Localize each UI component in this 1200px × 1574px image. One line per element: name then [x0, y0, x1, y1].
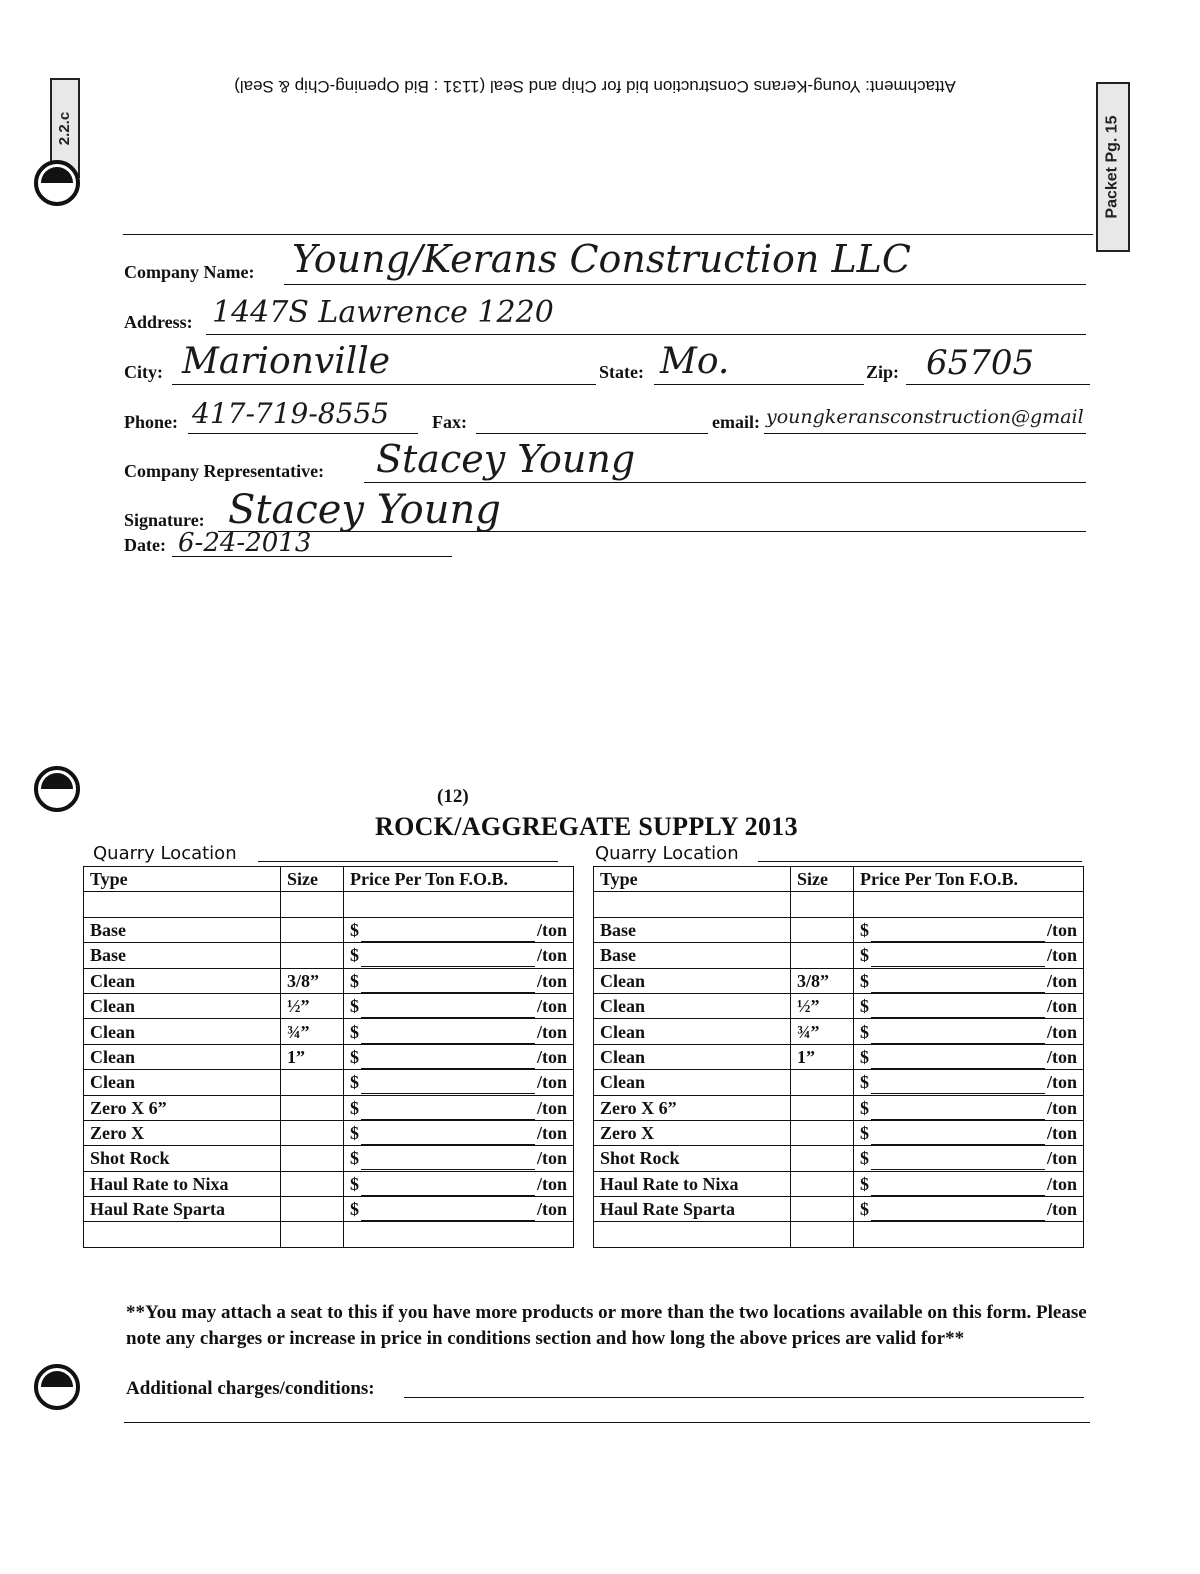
size-cell-left: [281, 1095, 344, 1120]
size-cell-left: [281, 1171, 344, 1196]
price-cell-left[interactable]: [344, 943, 574, 968]
price-entry-line[interactable]: [361, 1079, 535, 1094]
punch-hole-top: [34, 160, 80, 206]
blank-cell[interactable]: [791, 892, 854, 917]
table-blank-row: [84, 892, 1084, 917]
per-ton-unit: /ton: [1046, 1123, 1077, 1144]
table-row: [84, 993, 1084, 1018]
size-cell-right: 3/8”: [791, 968, 854, 993]
blank-cell[interactable]: [281, 1222, 344, 1247]
dollar-sign: $: [350, 1199, 359, 1220]
type-cell-left: Zero X: [84, 1120, 281, 1145]
quarry-location-left-label: Quarry Location: [93, 843, 237, 864]
price-cell-left[interactable]: [344, 1197, 574, 1222]
price-cell-right[interactable]: [854, 968, 1084, 993]
blank-cell[interactable]: [854, 892, 1084, 917]
size-cell-right: [791, 1070, 854, 1095]
dollar-sign: $: [860, 1072, 869, 1093]
date-value[interactable]: 6-24-2013: [178, 528, 312, 558]
email-label: email:: [712, 412, 760, 432]
table-divider: [574, 1019, 594, 1044]
table-row: [84, 1197, 1084, 1222]
price-cell-left[interactable]: [344, 1171, 574, 1196]
per-ton-unit: /ton: [536, 1021, 567, 1042]
agenda-item-number: 2.2.c: [56, 111, 74, 145]
blank-cell[interactable]: [854, 1222, 1084, 1247]
price-cell-left[interactable]: [344, 1044, 574, 1069]
size-cell-right: ¾”: [791, 1019, 854, 1044]
price-entry-line[interactable]: [871, 927, 1045, 942]
table-row: [84, 1095, 1084, 1120]
blank-cell[interactable]: [344, 892, 574, 917]
price-entry-line[interactable]: [361, 1181, 535, 1196]
size-cell-left: [281, 1120, 344, 1145]
price-entry-line[interactable]: [871, 978, 1045, 993]
size-cell-right: ½”: [791, 993, 854, 1018]
city-value[interactable]: Marionville: [182, 341, 391, 382]
phone-line: [188, 433, 418, 434]
dollar-sign: $: [350, 945, 359, 966]
table-row: [84, 1146, 1084, 1171]
dollar-sign: $: [350, 996, 359, 1017]
per-ton-unit: /ton: [536, 945, 567, 966]
blank-cell[interactable]: [791, 1222, 854, 1247]
price-entry-line[interactable]: [871, 1155, 1045, 1170]
type-cell-left: Clean: [84, 1070, 281, 1095]
phone-value[interactable]: 417-719-8555: [192, 397, 390, 430]
size-cell-left: 3/8”: [281, 968, 344, 993]
type-cell-left: Clean: [84, 1044, 281, 1069]
table-row: [84, 1019, 1084, 1044]
per-ton-unit: /ton: [1046, 1021, 1077, 1042]
type-cell-left: Zero X 6”: [84, 1095, 281, 1120]
dollar-sign: $: [860, 1199, 869, 1220]
per-ton-unit: /ton: [1046, 970, 1077, 991]
signature-value[interactable]: Stacey Young: [228, 487, 501, 533]
zip-line: [906, 384, 1090, 385]
dollar-sign: $: [860, 970, 869, 991]
per-ton-unit: /ton: [1046, 919, 1077, 940]
type-cell-left: Clean: [84, 968, 281, 993]
size-cell-left: ¾”: [281, 1019, 344, 1044]
price-entry-line[interactable]: [871, 1029, 1045, 1044]
header-price-right: Price Per Ton F.O.B.: [854, 867, 1084, 892]
size-cell-right: [791, 943, 854, 968]
per-ton-unit: /ton: [1046, 1097, 1077, 1118]
price-cell-left[interactable]: [344, 1019, 574, 1044]
table-divider: [574, 1120, 594, 1145]
price-entry-line[interactable]: [361, 1155, 535, 1170]
table-divider: [574, 1222, 594, 1247]
type-cell-right: Clean: [594, 968, 791, 993]
dollar-sign: $: [350, 1021, 359, 1042]
size-cell-left: [281, 943, 344, 968]
size-cell-right: 1”: [791, 1044, 854, 1069]
state-value[interactable]: Mo.: [660, 341, 730, 382]
table-divider: [574, 1197, 594, 1222]
signature-label: Signature:: [124, 510, 205, 530]
price-entry-line[interactable]: [361, 1206, 535, 1221]
type-cell-left: Clean: [84, 1019, 281, 1044]
dollar-sign: $: [860, 1148, 869, 1169]
per-ton-unit: /ton: [1046, 945, 1077, 966]
per-ton-unit: /ton: [1046, 1173, 1077, 1194]
table-blank-row-end: [84, 1222, 1084, 1247]
type-cell-left: Base: [84, 943, 281, 968]
price-cell-right[interactable]: [854, 1120, 1084, 1145]
city-label: City:: [124, 362, 163, 382]
price-entry-line[interactable]: [871, 1181, 1045, 1196]
size-cell-right: [791, 1171, 854, 1196]
size-cell-left: [281, 1146, 344, 1171]
price-cell-right[interactable]: [854, 1171, 1084, 1196]
city-line: [172, 384, 596, 385]
price-entry-line[interactable]: [871, 1206, 1045, 1221]
size-cell-left: [281, 1070, 344, 1095]
table-divider: [574, 867, 594, 892]
email-value[interactable]: youngkeransconstruction@gmail: [766, 406, 1084, 428]
address-line: [206, 334, 1086, 335]
type-cell-right: Zero X 6”: [594, 1095, 791, 1120]
email-line: [764, 433, 1086, 434]
price-cell-right[interactable]: [854, 943, 1084, 968]
price-cell-right[interactable]: [854, 917, 1084, 942]
packet-page-tab: [1096, 82, 1130, 252]
type-cell-left: Haul Rate Sparta: [84, 1197, 281, 1222]
zip-value[interactable]: 65705: [926, 343, 1035, 383]
section-title: ROCK/AGGREGATE SUPPLY 2013: [375, 812, 798, 841]
date-label: Date:: [124, 535, 166, 555]
instructions-note: **You may attach a seat to this if you have more products or more than the two locations available on this form. Please note any charges or increase in price in conditions section and how long the above prices are valid for**: [126, 1302, 1087, 1349]
table-row: [84, 1044, 1084, 1069]
price-entry-line[interactable]: [361, 927, 535, 942]
price-cell-left[interactable]: [344, 1146, 574, 1171]
company-name-value[interactable]: Young/Kerans Construction LLC: [292, 237, 911, 281]
size-cell-right: [791, 1120, 854, 1145]
type-cell-right: Clean: [594, 993, 791, 1018]
per-ton-unit: /ton: [536, 996, 567, 1017]
dollar-sign: $: [350, 1097, 359, 1118]
table-divider: [574, 917, 594, 942]
per-ton-unit: /ton: [536, 1173, 567, 1194]
price-cell-right[interactable]: [854, 1070, 1084, 1095]
table-row: [84, 1171, 1084, 1196]
table-divider: [574, 1146, 594, 1171]
price-cell-right[interactable]: [854, 1197, 1084, 1222]
per-ton-unit: /ton: [536, 1123, 567, 1144]
price-entry-line[interactable]: [361, 1130, 535, 1145]
price-entry-line[interactable]: [871, 1054, 1045, 1069]
size-cell-left: [281, 917, 344, 942]
price-entry-line[interactable]: [361, 978, 535, 993]
price-cell-right[interactable]: [854, 1019, 1084, 1044]
per-ton-unit: /ton: [1046, 996, 1077, 1017]
price-entry-line[interactable]: [871, 1079, 1045, 1094]
dollar-sign: $: [350, 1072, 359, 1093]
table-divider: [574, 1171, 594, 1196]
price-cell-right[interactable]: [854, 1095, 1084, 1120]
blank-cell[interactable]: [281, 892, 344, 917]
price-entry-line[interactable]: [871, 952, 1045, 967]
additional-charges-line-1: [404, 1397, 1084, 1398]
address-label: Address:: [124, 312, 193, 332]
table-row: [84, 943, 1084, 968]
price-cell-left[interactable]: [344, 968, 574, 993]
header-rule: [123, 234, 1093, 235]
fax-label: Fax:: [432, 412, 467, 432]
company-name-line: [284, 284, 1086, 285]
price-cell-right[interactable]: [854, 993, 1084, 1018]
quarry-location-right-label: Quarry Location: [595, 843, 739, 864]
type-cell-right: Clean: [594, 1070, 791, 1095]
price-cell-left[interactable]: [344, 993, 574, 1018]
phone-label: Phone:: [124, 412, 178, 432]
per-ton-unit: /ton: [536, 1097, 567, 1118]
size-cell-left: ½”: [281, 993, 344, 1018]
size-cell-left: 1”: [281, 1044, 344, 1069]
type-cell-right: Clean: [594, 1019, 791, 1044]
fax-line: [476, 433, 708, 434]
header-price-left: Price Per Ton F.O.B.: [344, 867, 574, 892]
punch-hole-bottom: [34, 1364, 80, 1410]
table-divider: [574, 1095, 594, 1120]
additional-charges-line-2: [124, 1422, 1090, 1423]
section-number: (12): [437, 786, 469, 807]
type-cell-right: Haul Rate Sparta: [594, 1197, 791, 1222]
price-entry-line[interactable]: [361, 1029, 535, 1044]
type-cell-right: Base: [594, 917, 791, 942]
blank-cell[interactable]: [594, 1222, 791, 1247]
type-cell-left: Base: [84, 917, 281, 942]
representative-label: Company Representative:: [124, 461, 325, 481]
price-entry-line[interactable]: [871, 1105, 1045, 1120]
price-cell-left[interactable]: [344, 1070, 574, 1095]
size-cell-right: [791, 1146, 854, 1171]
per-ton-unit: /ton: [1046, 1199, 1077, 1220]
price-cell-left[interactable]: [344, 1120, 574, 1145]
dollar-sign: $: [350, 1123, 359, 1144]
quarry-location-left-line: [258, 861, 558, 862]
quarry-location-right-line: [758, 861, 1082, 862]
table-divider: [574, 1070, 594, 1095]
size-cell-right: [791, 1095, 854, 1120]
price-entry-line[interactable]: [871, 1130, 1045, 1145]
type-cell-right: Base: [594, 943, 791, 968]
price-entry-line[interactable]: [361, 1054, 535, 1069]
table-row: [84, 1120, 1084, 1145]
zip-label: Zip:: [866, 362, 900, 382]
dollar-sign: $: [350, 919, 359, 940]
table-row: [84, 1070, 1084, 1095]
per-ton-unit: /ton: [1046, 1072, 1077, 1093]
state-line: [654, 384, 864, 385]
dollar-sign: $: [860, 1021, 869, 1042]
dollar-sign: $: [860, 1123, 869, 1144]
blank-cell[interactable]: [594, 892, 791, 917]
price-entry-line[interactable]: [361, 1003, 535, 1018]
price-entry-line[interactable]: [361, 952, 535, 967]
per-ton-unit: /ton: [536, 1199, 567, 1220]
table-header-row: [84, 867, 1084, 892]
type-cell-right: Haul Rate to Nixa: [594, 1171, 791, 1196]
table-divider: [574, 892, 594, 917]
table-divider: [574, 1044, 594, 1069]
table-divider: [574, 993, 594, 1018]
header-type-right: Type: [594, 867, 791, 892]
table-divider: [574, 943, 594, 968]
header-type-left: Type: [84, 867, 281, 892]
price-entry-line[interactable]: [361, 1105, 535, 1120]
size-cell-right: [791, 1197, 854, 1222]
per-ton-unit: /ton: [536, 970, 567, 991]
dollar-sign: $: [350, 1148, 359, 1169]
header-size-right: Size: [791, 867, 854, 892]
type-cell-right: Clean: [594, 1044, 791, 1069]
dollar-sign: $: [860, 945, 869, 966]
price-cell-left[interactable]: [344, 917, 574, 942]
dollar-sign: $: [860, 1173, 869, 1194]
price-cell-left[interactable]: [344, 1095, 574, 1120]
dollar-sign: $: [860, 919, 869, 940]
dollar-sign: $: [860, 1097, 869, 1118]
rock-aggregate-table: [83, 866, 1084, 1248]
type-cell-left: Shot Rock: [84, 1146, 281, 1171]
table-divider: [574, 968, 594, 993]
representative-line: [364, 482, 1086, 483]
company-name-label: Company Name:: [124, 262, 255, 282]
dollar-sign: $: [350, 1046, 359, 1067]
table-row: [84, 917, 1084, 942]
packet-page-number: Packet Pg. 15: [1104, 115, 1122, 219]
address-value[interactable]: 1447S Lawrence 1220: [212, 295, 554, 330]
price-entry-line[interactable]: [871, 1003, 1045, 1018]
punch-hole-middle: [34, 766, 80, 812]
size-cell-left: [281, 1197, 344, 1222]
price-cell-right[interactable]: [854, 1044, 1084, 1069]
table-row: [84, 968, 1084, 993]
size-cell-right: [791, 917, 854, 942]
per-ton-unit: /ton: [536, 919, 567, 940]
representative-value[interactable]: Stacey Young: [376, 437, 636, 481]
type-cell-left: Haul Rate to Nixa: [84, 1171, 281, 1196]
type-cell-left: Clean: [84, 993, 281, 1018]
per-ton-unit: /ton: [536, 1148, 567, 1169]
additional-charges-label: Additional charges/conditions:: [126, 1378, 375, 1399]
blank-cell[interactable]: [84, 892, 281, 917]
per-ton-unit: /ton: [536, 1046, 567, 1067]
price-cell-right[interactable]: [854, 1146, 1084, 1171]
dollar-sign: $: [350, 970, 359, 991]
per-ton-unit: /ton: [536, 1072, 567, 1093]
type-cell-right: Zero X: [594, 1120, 791, 1145]
dollar-sign: $: [860, 996, 869, 1017]
header-size-left: Size: [281, 867, 344, 892]
type-cell-right: Shot Rock: [594, 1146, 791, 1171]
blank-cell[interactable]: [84, 1222, 281, 1247]
per-ton-unit: /ton: [1046, 1046, 1077, 1067]
dollar-sign: $: [350, 1173, 359, 1194]
attachment-header-inverted: Attachment: Young-Kerans Construction bid for Chip and Seal (1131 : Bid Opening-Chip & Seal): [234, 77, 956, 96]
state-label: State:: [599, 362, 644, 382]
dollar-sign: $: [860, 1046, 869, 1067]
blank-cell[interactable]: [344, 1222, 574, 1247]
per-ton-unit: /ton: [1046, 1148, 1077, 1169]
